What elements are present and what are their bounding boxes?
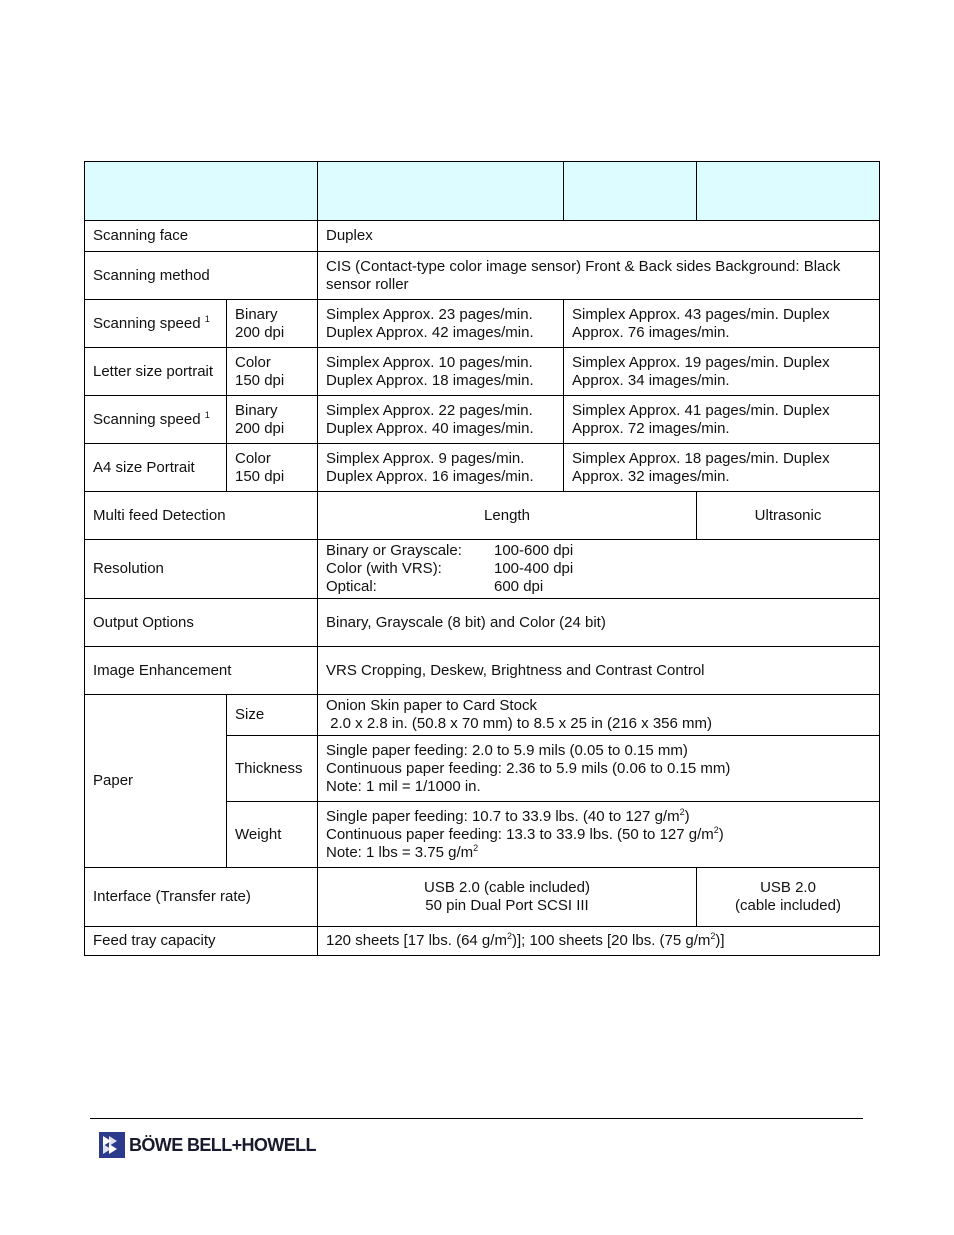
row-value: Onion Skin paper to Card Stock 2.0 x 2.8 in. (50.8 x 70 mm) to 8.5 x 25 in (216 x 356 mm) [318,695,880,736]
header-cell [318,162,564,221]
row-label: Resolution [85,540,318,599]
row-value: Single paper feeding: 10.7 to 33.9 lbs. (40 to 127 $g/m^2$) Continuous paper feeding: 13.3 to 33.9 lbs. (50 to 127 $g/m^2$) Note: 1 lbs = 3.75 $g/m^2$ [318,802,880,868]
speed-value: Simplex Approx. 22 pages/min. Duplex Approx. 40 images/min. [318,396,564,444]
table-row [85,252,880,300]
row-label: Scanning face [85,221,318,252]
logo-text: BÖWE BELL+HOWELL [129,1134,316,1155]
row-label: Feed tray capacity [85,927,318,956]
row-label: Letter size portrait [85,348,227,396]
bbh-chevron-logo-icon [99,1132,125,1158]
speed-value: Simplex Approx. 19 pages/min. Duplex Approx. 34 images/min. [564,348,880,396]
table-row [85,492,880,540]
row-value: USB 2.0 (cable included) [697,868,880,927]
footnote-marker: 1 [204,409,210,420]
sub-label: Thickness [227,736,318,802]
row-label: Scanning speed $^1$ [85,396,227,444]
sub-label: Size [227,695,318,736]
row-value: Ultrasonic [697,492,880,540]
row-label: Image Enhancement [85,647,318,695]
header-cell [85,162,318,221]
table-row [85,647,880,695]
row-label: Multi feed Detection [85,492,318,540]
table-row [85,444,880,492]
row-label: Scanning speed $^1$ [85,300,227,348]
row-value: Duplex [318,221,880,252]
footer-divider [90,1118,863,1119]
table-header-row [85,162,880,221]
spec-table [84,161,880,956]
table-row [85,927,880,956]
table-row [85,868,880,927]
row-label: Paper [85,695,227,868]
table-row [85,540,880,599]
speed-value: Simplex Approx. 10 pages/min. Duplex Approx. 18 images/min. [318,348,564,396]
footnote-marker: 1 [204,313,210,324]
speed-value: Simplex Approx. 43 pages/min. Duplex Approx. 76 images/min. [564,300,880,348]
speed-value: Simplex Approx. 18 pages/min. Duplex Approx. 32 images/min. [564,444,880,492]
row-value: VRS Cropping, Deskew, Brightness and Contrast Control [318,647,880,695]
speed-value: Simplex Approx. 9 pages/min. Duplex Approx. 16 images/min. [318,444,564,492]
table-row [85,396,880,444]
sub-label: Weight [227,802,318,868]
row-label: A4 size Portrait [85,444,227,492]
header-cell [697,162,880,221]
row-value: 120 sheets [17 lbs. (64 $g/m^2$)]; 100 sheets [20 lbs. (75 $g/m^2$)] [318,927,880,956]
row-value: CIS (Contact-type color image sensor) Front & Back sides Background: Black sensor roller [318,252,880,300]
company-logo [99,1131,316,1159]
row-label: Output Options [85,599,318,647]
row-label: Interface (Transfer rate) [85,868,318,927]
row-value: Binary, Grayscale (8 bit) and Color (24 bit) [318,599,880,647]
table-row [85,599,880,647]
header-cell [564,162,697,221]
mode-cell: Color 150 dpi [227,444,318,492]
table-row [85,221,880,252]
row-value: Single paper feeding: 2.0 to 5.9 mils (0.05 to 0.15 mm) Continuous paper feeding: 2.36 to 5.9 mils (0.06 to 0.15 mm) Note: 1 mil = 1/1000 in. [318,736,880,802]
mode-cell: Binary 200 dpi [227,300,318,348]
speed-value: Simplex Approx. 23 pages/min. Duplex Approx. 42 images/min. [318,300,564,348]
mode-cell: Color 150 dpi [227,348,318,396]
table-row [85,695,880,736]
resolution-values: Binary or Grayscale: 100-600 dpi Color (with VRS): 100-400 dpi Optical: 600 dpi [318,540,880,599]
row-value: USB 2.0 (cable included) 50 pin Dual Port SCSI III [318,868,697,927]
table-row [85,348,880,396]
row-label: Scanning method [85,252,318,300]
speed-value: Simplex Approx. 41 pages/min. Duplex Approx. 72 images/min. [564,396,880,444]
table-row [85,300,880,348]
mode-cell: Binary 200 dpi [227,396,318,444]
row-value: Length [318,492,697,540]
